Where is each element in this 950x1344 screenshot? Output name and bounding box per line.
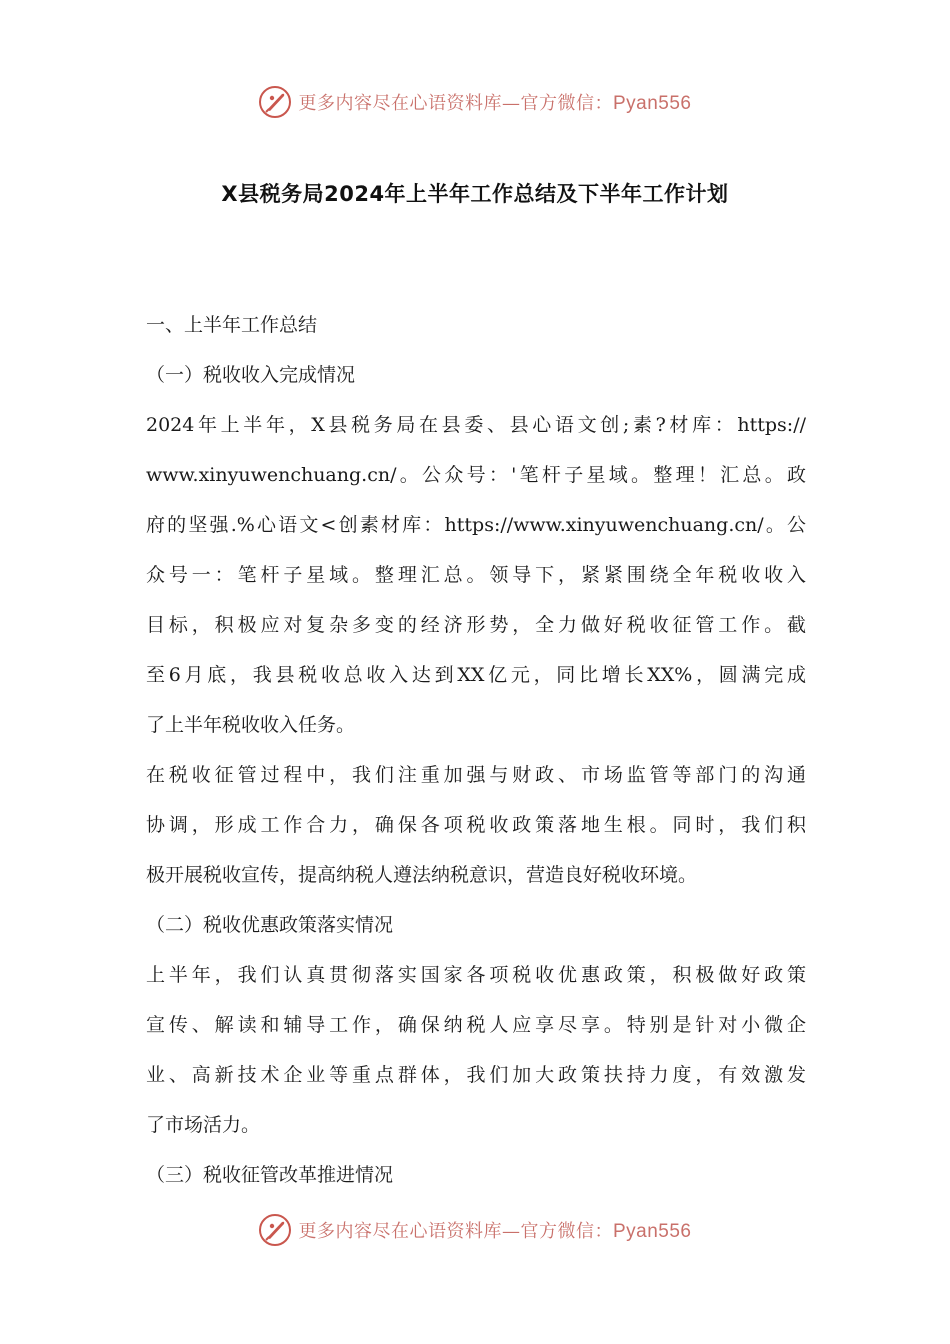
watermark-handle: Pyan556 xyxy=(612,93,692,114)
quill-pen-logo-icon xyxy=(258,85,292,119)
watermark-text: 更多内容尽在心语资料库—官方微信：Pyan556 xyxy=(298,1221,692,1242)
paragraph-line: 府的坚强.%心语文<创素材库：https://www.xinyuwenchuang.cn/。公 xyxy=(146,514,806,536)
subsection-heading: （二）税收优惠政策落实情况 xyxy=(146,914,394,936)
subsection-heading: （三）税收征管改革推进情况 xyxy=(146,1164,394,1186)
paragraph-line: 众号一：笔杆子星域。整理汇总。领导下，紧紧围绕全年税收收入 xyxy=(146,564,806,586)
section-heading: 一、上半年工作总结 xyxy=(146,314,318,336)
watermark-header xyxy=(0,82,950,122)
subsection-heading: （一）税收收入完成情况 xyxy=(146,364,356,386)
paragraph-line: 了上半年税收收入任务。 xyxy=(146,714,356,736)
paragraph-line: 在税收征管过程中，我们注重加强与财政、市场监管等部门的沟通 xyxy=(146,764,806,786)
watermark-text: 更多内容尽在心语资料库—官方微信：Pyan556 xyxy=(298,93,692,114)
paragraph-line: 协调，形成工作合力，确保各项税收政策落地生根。同时，我们积 xyxy=(146,814,806,836)
paragraph-line: 目标，积极应对复杂多变的经济形势，全力做好税收征管工作。截 xyxy=(146,614,806,636)
watermark-handle: Pyan556 xyxy=(612,1221,692,1242)
paragraph-line: 极开展税收宣传，提高纳税人遵法纳税意识，营造良好税收环境。 xyxy=(146,864,698,886)
document-body xyxy=(146,300,806,1200)
paragraph-line: 了市场活力。 xyxy=(146,1114,261,1136)
paragraph-line: 上半年，我们认真贯彻落实国家各项税收优惠政策，积极做好政策 xyxy=(146,964,806,986)
paragraph-line: 至6月底，我县税收总收入达到XX亿元，同比增长XX%，圆满完成 xyxy=(146,664,806,686)
paragraph-line: 宣传、解读和辅导工作，确保纳税人应享尽享。特别是针对小微企 xyxy=(146,1014,806,1036)
document-title: X县税务局2024年上半年工作总结及下半年工作计划 xyxy=(221,182,729,206)
paragraph-line: 2024年上半年，X县税务局在县委、县心语文创;素?材库：https:// xyxy=(146,414,806,436)
quill-pen-logo-icon xyxy=(258,1213,292,1247)
watermark-footer xyxy=(0,1210,950,1250)
paragraph-line: www.xinyuwenchuang.cn/。公众号：'笔杆子星域。整理！汇总。政 xyxy=(146,464,806,486)
paragraph-line: 业、高新技术企业等重点群体，我们加大政策扶持力度，有效激发 xyxy=(146,1064,806,1086)
